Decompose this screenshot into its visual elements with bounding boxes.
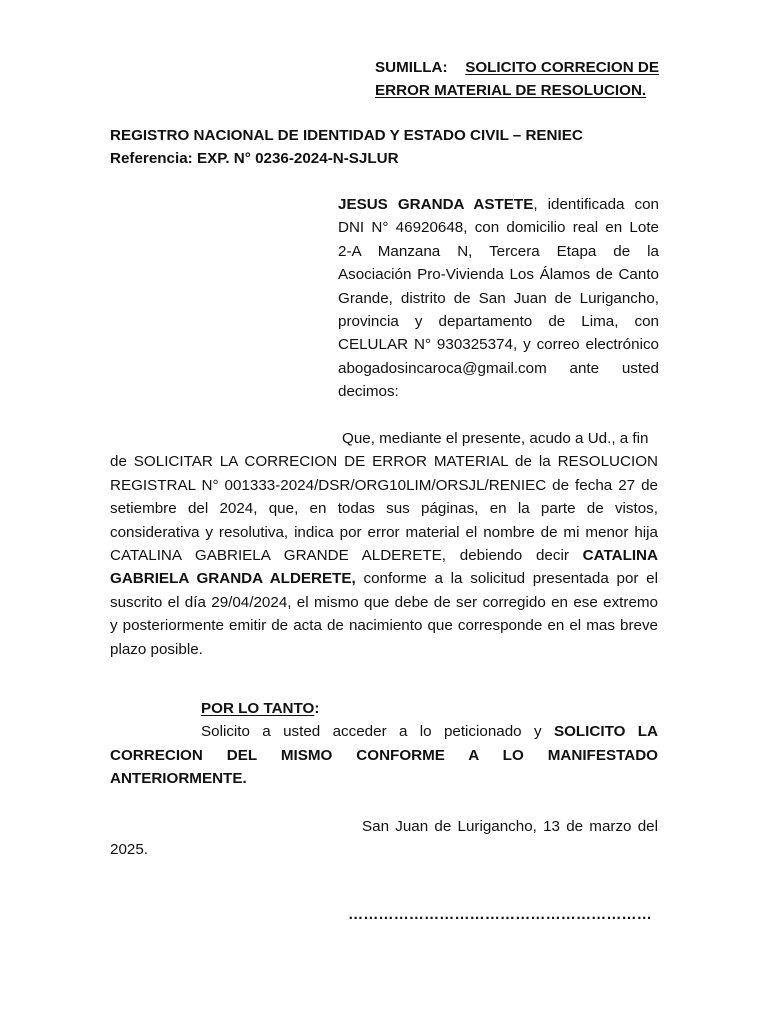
body-paragraph [110, 427, 658, 661]
sumilla-label: SUMILLA: [375, 59, 448, 76]
petitioner-line: CELULAR N° 930325374, y correo electrónico [338, 336, 659, 354]
sumilla-title-line1: SOLICITO CORRECION DE [465, 59, 659, 76]
body-line: REGISTRAL N° 001333-2024/DSR/ORG10LIM/ORSJL/RENIEC de fecha 27 de [110, 476, 658, 494]
corrected-name-part2: GABRIELA GRANDA ALDERETE, [110, 570, 356, 588]
petitioner-line: , identificada con [533, 196, 660, 213]
body-line: considerativa y resolutiva, indica por error material el nombre de mi menor hija [110, 523, 658, 541]
reference: Referencia: EXP. N° 0236-2024-N-SJLUR [110, 150, 399, 168]
body-line: y posteriormente emitir de acta de nacimiento que corresponde en el mas breve [110, 617, 658, 635]
conclusion-block [110, 697, 658, 791]
sumilla-title-line2: ERROR MATERIAL DE RESOLUCION. [375, 82, 647, 100]
body-line: Que, mediante el presente, acudo a Ud., a fin [342, 430, 649, 447]
petitioner-line: 2-A Manzana N, Tercera Etapa de la [338, 242, 659, 260]
corrected-name-part1: CATALINA [582, 547, 658, 565]
place-date-line1: San Juan de Lurigancho, 13 de marzo del [362, 818, 658, 835]
body-line-part: CATALINA GABRIELA GRANDE ALDERETE, debiendo decir [110, 547, 569, 565]
petitioner-line: decimos: [338, 383, 399, 401]
header-block [110, 124, 670, 171]
conclusion-request: SOLICITO LA [553, 723, 658, 741]
petitioner-name: JESUS GRANDA ASTETE [338, 196, 534, 213]
body-line: suscrito el día 29/04/2024, el mismo que debe de ser corregido en ese extremo [110, 593, 658, 611]
addressee: REGISTRO NACIONAL DE IDENTIDAD Y ESTADO CIVIL – RENIEC [110, 127, 583, 144]
place-date-line2: 2025. [110, 841, 149, 859]
petitioner-line: abogadosincaroca@gmail.com ante usted [338, 359, 659, 377]
body-line-part: conforme a la solicitud presentada por el [363, 570, 658, 588]
petitioner-line: Grande, distrito de San Juan de Lurigancho, [338, 289, 659, 307]
petitioner-block [338, 193, 659, 404]
conclusion-line-part: Solicito a usted acceder a lo peticionado y [201, 723, 542, 741]
body-line: plazo posible. [110, 640, 203, 658]
body-line: setiembre del 2024, que, en todas sus páginas, en la parte de vistos, [110, 500, 658, 518]
petitioner-line: DNI N° 46920648, con domicilio real en Lote [338, 219, 659, 237]
petitioner-line: Asociación Pro-Vivienda Los Álamos de Canto [338, 266, 659, 284]
body-line: de SOLICITAR LA CORRECION DE ERROR MATERIAL de la RESOLUCION [110, 453, 658, 471]
petitioner-line: provincia y departamento de Lima, con [338, 313, 659, 331]
signature-line: …………………………………………………… [348, 906, 652, 923]
place-date-block [110, 815, 658, 862]
conclusion-line: CORRECION DEL MISMO CONFORME A LO MANIFESTADO [110, 746, 658, 764]
sumilla-block [375, 56, 659, 103]
conclusion-line: ANTERIORMENTE. [110, 770, 247, 788]
conclusion-heading: POR LO TANTO [201, 700, 315, 717]
conclusion-colon: : [314, 700, 320, 717]
